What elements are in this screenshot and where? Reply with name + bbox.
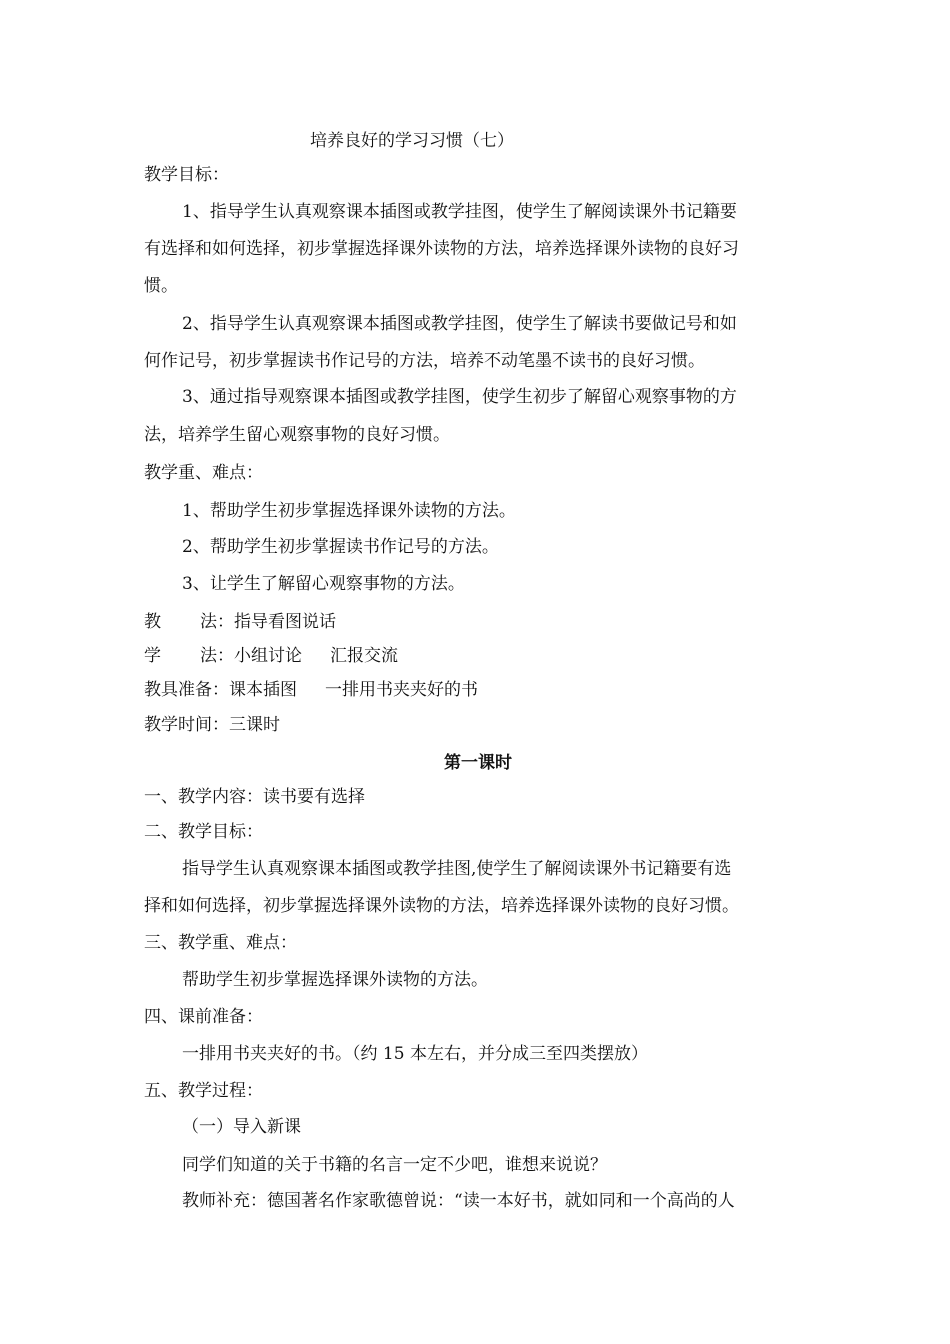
teaching-tools-value-2: 一排用书夹夹好的书 xyxy=(325,680,478,700)
section-4-line-1: 一排用书夹夹好的书。（约 15 本左右，并分成三至四类摆放） xyxy=(182,1044,648,1064)
teaching-time-value: 三课时 xyxy=(229,715,280,735)
teaching-tools-label: 教具准备： xyxy=(144,680,229,700)
learning-method-value-2: 汇报交流 xyxy=(330,646,398,666)
heading-key-points: 教学重、难点： xyxy=(144,463,263,483)
goal-2-line-2: 何作记号，初步掌握读书作记号的方法，培养不动笔墨不读书的良好习惯。 xyxy=(144,351,705,371)
teaching-time-row xyxy=(144,714,280,736)
teaching-method-value: 指导看图说话 xyxy=(234,612,336,632)
heading-teaching-goals: 教学目标： xyxy=(144,165,229,185)
section-2-line-1: 指导学生认真观察课本插图或教学挂图,使学生了解阅读课外书记籍要有选 xyxy=(182,859,732,879)
section-4: 四、课前准备： xyxy=(144,1007,263,1027)
teaching-time-label: 教学时间： xyxy=(144,715,229,735)
goal-3-line-1: 3、通过指导观察课本插图或教学挂图，使学生初步了解留心观察事物的方 xyxy=(182,387,737,407)
learning-method-row xyxy=(144,645,398,667)
goal-1-line-3: 惯。 xyxy=(144,276,178,296)
learning-method-label-b: 法： xyxy=(200,646,234,666)
key-point-3: 3、让学生了解留心观察事物的方法。 xyxy=(182,574,465,594)
teaching-method-label-a: 教 xyxy=(144,612,161,632)
section-5-subheading: （一）导入新课 xyxy=(182,1117,301,1137)
key-point-2: 2、帮助学生初步掌握读书作记号的方法。 xyxy=(182,537,499,557)
teaching-tools-row xyxy=(144,679,478,701)
goal-3-line-2: 法，培养学生留心观察事物的良好习惯。 xyxy=(144,425,450,445)
section-2-line-2: 择和如何选择，初步掌握选择课外读物的方法，培养选择课外读物的良好习惯。 xyxy=(144,896,739,916)
section-3: 三、教学重、难点： xyxy=(144,933,297,953)
goal-2-line-1: 2、指导学生认真观察课本插图或教学挂图，使学生了解读书要做记号和如 xyxy=(182,314,737,334)
teaching-method-label-b: 法： xyxy=(200,612,234,632)
teaching-method-row xyxy=(144,611,336,633)
section-3-line-1: 帮助学生初步掌握选择课外读物的方法。 xyxy=(182,970,488,990)
key-point-1: 1、帮助学生初步掌握选择课外读物的方法。 xyxy=(182,501,516,521)
section-2: 二、教学目标： xyxy=(144,822,263,842)
document-title: 培养良好的学习习惯（七） xyxy=(310,131,514,151)
lesson-one-title: 第一课时 xyxy=(444,753,512,773)
goal-1-line-1: 1、指导学生认真观察课本插图或教学挂图，使学生了解阅读课外书记籍要 xyxy=(182,202,737,222)
teaching-tools-value-1: 课本插图 xyxy=(229,680,297,700)
section-5: 五、教学过程： xyxy=(144,1081,263,1101)
section-1: 一、教学内容：读书要有选择 xyxy=(144,787,365,807)
section-5-line-1: 同学们知道的关于书籍的名言一定不少吧，谁想来说说？ xyxy=(182,1155,607,1175)
learning-method-value-1: 小组讨论 xyxy=(234,646,302,666)
goal-1-line-2: 有选择和如何选择，初步掌握选择课外读物的方法，培养选择课外读物的良好习 xyxy=(144,239,739,259)
section-5-line-2: 教师补充：德国著名作家歌德曾说：“读一本好书，就如同和一个高尚的人 xyxy=(182,1191,735,1211)
learning-method-label-a: 学 xyxy=(144,646,161,666)
